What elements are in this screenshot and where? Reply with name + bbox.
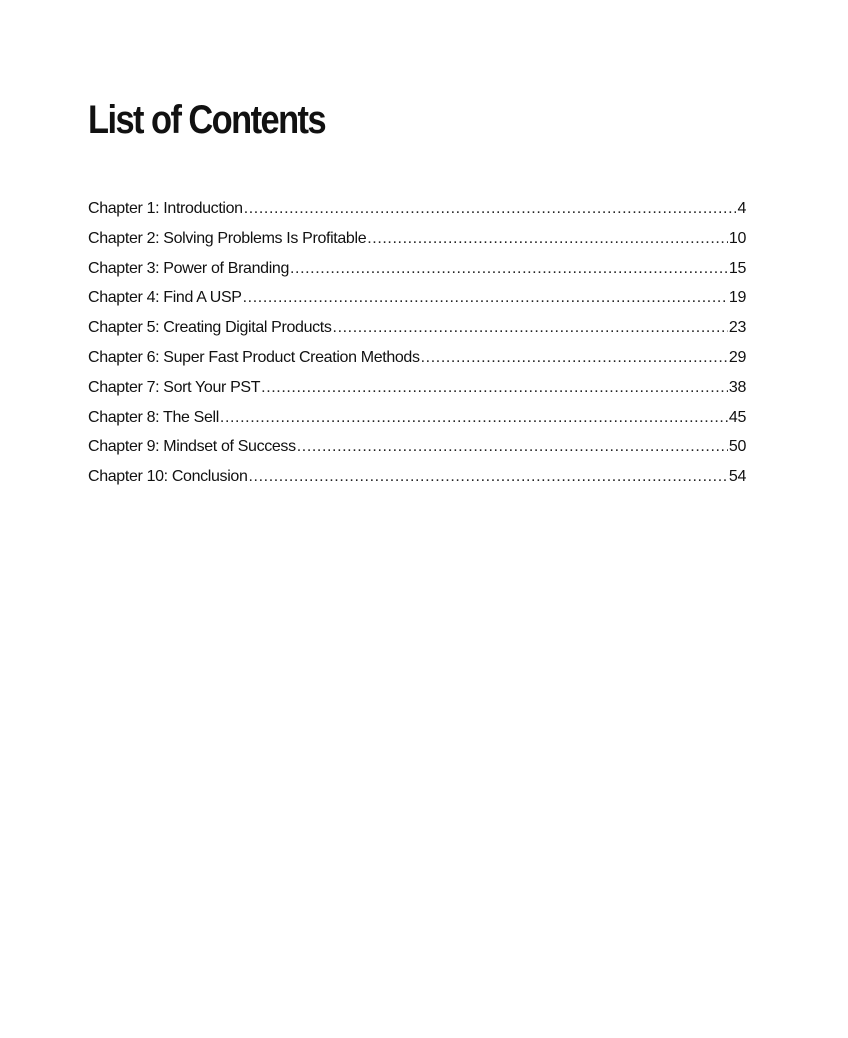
toc-entry-label: Chapter 8: The Sell [88, 408, 219, 426]
toc-dot-leader [367, 228, 728, 250]
toc-entry-label: Chapter 10: Conclusion [88, 468, 248, 486]
toc-dot-leader [249, 466, 728, 488]
toc-entry-page-number: 29 [728, 348, 746, 366]
toc-entry-page-number: 15 [728, 259, 746, 277]
toc-entry-label: Chapter 9: Mindset of Success [88, 438, 296, 456]
toc-entry-chapter-8[interactable] [88, 407, 746, 437]
toc-entry-page-number: 10 [728, 229, 746, 247]
toc-entry-chapter-6[interactable] [88, 347, 746, 377]
toc-entry-chapter-3[interactable] [88, 258, 746, 288]
toc-entry-chapter-2[interactable] [88, 228, 746, 258]
toc-dot-leader [261, 377, 728, 399]
toc-entry-label: Chapter 1: Introduction [88, 200, 243, 217]
toc-dot-leader [333, 317, 728, 339]
toc-dot-leader [220, 407, 728, 429]
toc-entry-page-number: 23 [728, 319, 746, 337]
toc-entry-page-number: 38 [728, 378, 746, 396]
toc-entry-label: Chapter 6: Super Fast Product Creation Methods [88, 348, 420, 366]
toc-dot-leader [244, 198, 737, 220]
toc-entry-label: Chapter 4: Find A USP [88, 289, 242, 307]
toc-entry-label: Chapter 3: Power of Branding [88, 259, 289, 277]
toc-entry-chapter-4[interactable] [88, 287, 746, 317]
toc-entry-chapter-10[interactable] [88, 466, 746, 496]
toc-entry-page-number: 54 [728, 468, 746, 486]
toc-entry-chapter-1[interactable] [88, 198, 746, 228]
toc-entry-chapter-5[interactable] [88, 317, 746, 347]
toc-dot-leader [297, 436, 728, 458]
toc-entry-page-number: 19 [728, 289, 746, 307]
toc-dot-leader [290, 258, 728, 280]
toc-entry-page-number: 4 [737, 200, 746, 217]
toc-entry-label: Chapter 7: Sort Your PST [88, 378, 261, 396]
toc-entry-label: Chapter 5: Creating Digital Products [88, 319, 332, 337]
toc-entry-page-number: 50 [728, 438, 746, 456]
toc-dot-leader [421, 347, 728, 369]
toc-entry-chapter-7[interactable] [88, 377, 746, 407]
toc-entry-page-number: 45 [728, 408, 746, 426]
toc-entry-label: Chapter 2: Solving Problems Is Profitable [88, 229, 367, 247]
table-of-contents [88, 198, 746, 496]
toc-dot-leader [243, 287, 728, 309]
page-title: List of Contents [88, 98, 326, 142]
toc-entry-chapter-9[interactable] [88, 436, 746, 466]
